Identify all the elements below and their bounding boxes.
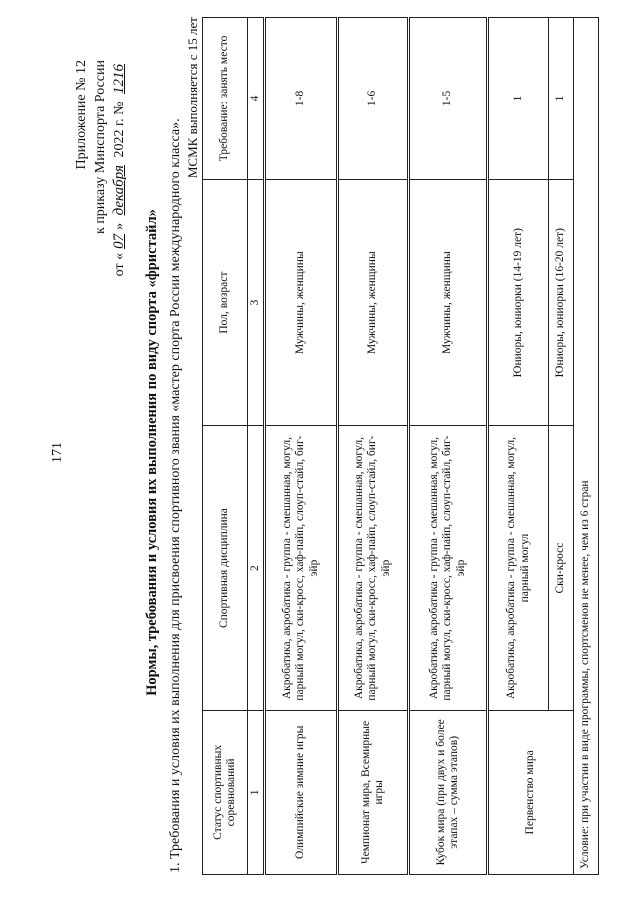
table-row <box>488 18 549 875</box>
page-number: 171 <box>50 442 65 463</box>
row-place: 1 <box>488 18 549 180</box>
appendix-date-mid: » <box>112 222 127 230</box>
row-gender-age: Юниоры, юниорки (14-19 лет) <box>488 179 549 426</box>
column-number: 3 <box>248 179 265 426</box>
appendix-date-prefix: от « <box>112 252 127 277</box>
column-number: 1 <box>248 710 265 874</box>
document-title: Нормы, требования и условия их выполнения по виду спорта «фристайл» <box>144 209 160 696</box>
appendix-line-3 <box>110 60 129 276</box>
column-number: 2 <box>248 426 265 710</box>
column-number: 4 <box>248 18 265 180</box>
handwritten-month: декабря <box>111 165 127 216</box>
row-place: 1-5 <box>409 18 488 180</box>
row-discipline: Акробатика, акробатика - группа - смешанная, могул, парный могул <box>488 426 549 710</box>
appendix-line-1: Приложение № 12 <box>74 60 89 170</box>
header-requirement: Требование: занять место <box>203 18 248 180</box>
appendix-block <box>72 60 129 276</box>
row-gender-age: Юниоры, юниорки (16-20 лет) <box>549 179 574 426</box>
appendix-year: 2022 г. № <box>112 101 127 158</box>
row-place: 1-8 <box>265 18 338 180</box>
section-heading: 1. Требования и условия их выполнения для присвоения спортивного звания «мастер спорта России международного класса». <box>168 118 183 873</box>
condition-text: Условие: при участии в виде программы, спортсменов не менее, чем из 6 стран <box>574 18 599 875</box>
norms-table <box>202 17 599 875</box>
row-discipline: Акробатика, акробатика - группа - смешанная, могул, парный могул, ски-кросс, хаф-пайп, слоуп-стайл, биг-эйр <box>338 426 409 710</box>
handwritten-order-number: 1216 <box>111 64 127 94</box>
row-status: Кубок мира (при двух и более этапах – сумма этапов) <box>409 710 488 874</box>
column-number-row <box>248 18 265 875</box>
row-status: Первенство мира <box>488 710 574 874</box>
header-discipline: Спортивная дисциплина <box>203 426 248 710</box>
row-discipline: Акробатика, акробатика - группа - смешанная, могул, парный могул, ски-кросс, хаф-пайп, слоуп-стайл, биг-эйр <box>409 426 488 710</box>
row-gender-age: Мужчины, женщины <box>338 179 409 426</box>
header-gender-age: Пол, возраст <box>203 179 248 426</box>
handwritten-day: 07 <box>111 233 127 249</box>
table-header-row <box>203 18 248 875</box>
row-discipline: Ски-кросс <box>549 426 574 710</box>
table-row <box>338 18 409 875</box>
row-status: Чемпионат мира, Всемирные игры <box>338 710 409 874</box>
appendix-line-2: к приказу Минспорта России <box>93 60 108 234</box>
row-place: 1 <box>549 18 574 180</box>
row-place: 1-6 <box>338 18 409 180</box>
row-gender-age: Мужчины, женщины <box>265 179 338 426</box>
table-row <box>265 18 338 875</box>
condition-row <box>574 18 599 875</box>
table-row <box>409 18 488 875</box>
row-gender-age: Мужчины, женщины <box>409 179 488 426</box>
row-discipline: Акробатика, акробатика - группа - смешанная, могул, парный могул, ски-кросс, хаф-пайп, слоуп-стайл, биг-эйр <box>265 426 338 710</box>
header-status: Статус спортивных соревнований <box>203 710 248 874</box>
rank-age-note: МСМК выполняется с 15 лет <box>185 17 200 179</box>
row-status: Олимпийские зимние игры <box>265 710 338 874</box>
